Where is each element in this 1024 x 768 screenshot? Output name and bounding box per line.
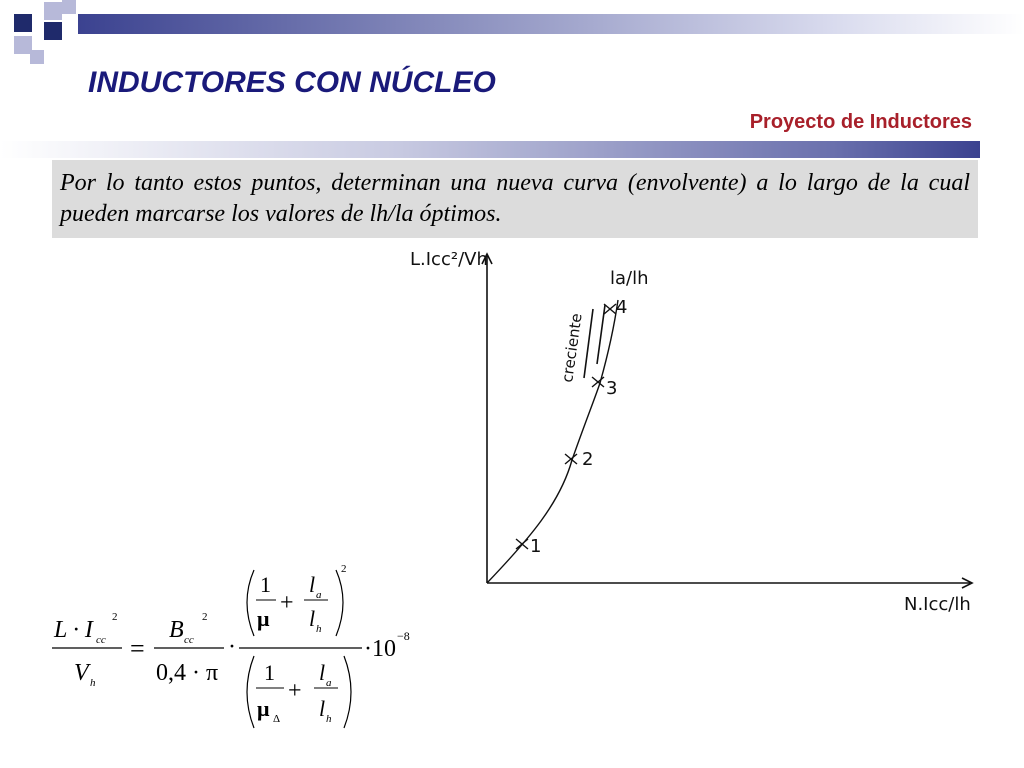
envelope-curve [487,300,618,583]
inductance-formula [44,560,424,740]
b-symbol: B [169,617,184,643]
separator-gradient-bar [0,141,980,158]
creciente-stroke-1 [584,309,593,378]
top-la: l [309,572,316,597]
bottom-lh: l [319,696,326,721]
b-sub: cc [184,634,194,646]
top-left-paren [247,570,254,636]
top-lh: l [309,606,316,631]
decor-square-lavender-4 [30,50,44,64]
constant-term: 0,4 · π [156,660,219,686]
bottom-la-sub: a [326,677,332,689]
point-marker-4 [604,304,616,314]
y-axis-label: L.Icc²/Vh [410,249,488,270]
b-sup: 2 [202,611,208,623]
bottom-lh-sub: h [326,713,332,725]
power-factor: ·10 [364,636,396,662]
point-label-1: 1 [530,536,542,557]
top-mu: μ [257,606,270,631]
decor-square-navy-2 [44,22,62,40]
creciente-label: creciente [558,312,586,384]
lhs-numerator-sup: 2 [112,611,118,623]
bottom-la: l [319,660,326,685]
creciente-stroke-2 [597,305,605,364]
decor-square-lavender-3 [62,0,76,14]
lhs-denominator: V [74,660,89,686]
point-label-3: 3 [606,378,618,399]
point-marker-1 [516,539,528,549]
x-axis-label: N.Icc/lh [904,594,971,615]
bottom-mu-sub: Δ [273,713,281,725]
top-plus: + [280,590,294,616]
curve-label: la/lh [610,268,649,289]
point-label-2: 2 [582,449,594,470]
point-marker-3 [592,377,604,387]
equals-sign: = [130,634,145,663]
decor-square-lavender-1 [44,2,62,20]
slide-subtitle: Proyecto de Inductores [749,111,972,133]
envelope-curve-diagram [400,238,990,618]
top-one: 1 [260,572,271,597]
bottom-mu: μ [257,696,270,721]
bottom-one: 1 [264,660,275,685]
body-text-box: Por lo tanto estos puntos, determinan una nueva curva (envolvente) a lo largo de la cual pueden marcarse los valores de lh/la óptimos. [52,160,978,238]
paren-sup: 2 [341,563,347,575]
slide-title: INDUCTORES CON NÚCLEO [88,66,496,99]
lhs-numerator: L · I [54,617,93,643]
lhs-denominator-sub: h [90,677,96,689]
top-right-paren [336,570,343,636]
top-la-sub: a [316,589,322,601]
lhs-numerator-sub: cc [96,634,106,646]
multiply-dot: · [228,634,236,660]
bottom-left-paren [247,656,254,728]
bottom-right-paren [344,656,351,728]
header-gradient-bar [78,14,1024,34]
bottom-plus: + [288,678,302,704]
point-label-4: 4 [616,297,628,318]
decor-square-navy-1 [14,14,32,32]
power-factor-sup: −8 [397,629,410,643]
top-lh-sub: h [316,623,322,635]
